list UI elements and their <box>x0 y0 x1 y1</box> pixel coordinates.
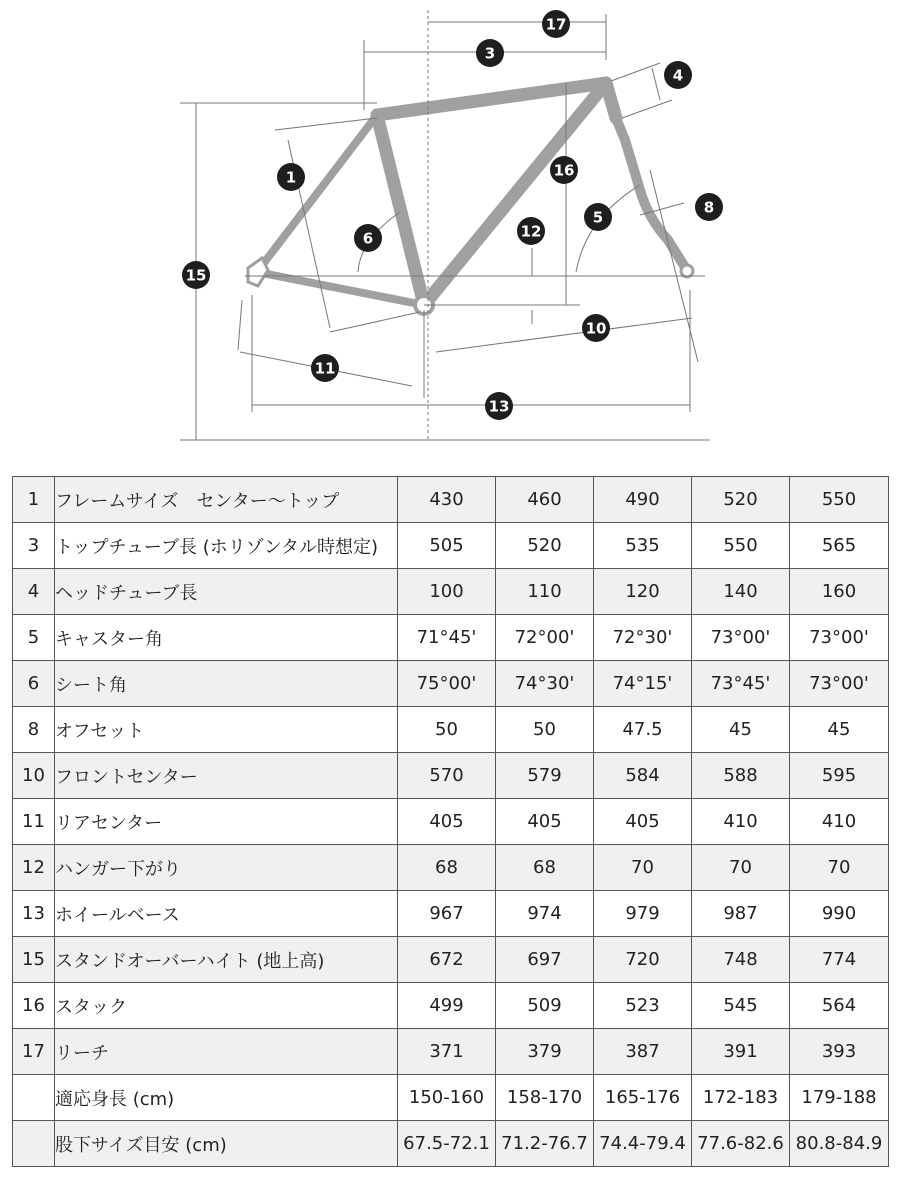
size-value-cell: 73°00' <box>790 615 889 661</box>
size-value-cell: 80.8-84.9 <box>790 1121 889 1167</box>
size-value-cell: 393 <box>790 1029 889 1075</box>
size-value-cell: 68 <box>496 845 594 891</box>
size-value-cell: 45 <box>692 707 790 753</box>
size-value-cell: 77.6-82.6 <box>692 1121 790 1167</box>
row-label: リーチ <box>55 1029 398 1075</box>
size-value-cell: 158-170 <box>496 1075 594 1121</box>
size-value-cell: 73°00' <box>790 661 889 707</box>
size-value-cell: 74.4-79.4 <box>594 1121 692 1167</box>
svg-text:1: 1 <box>285 168 297 187</box>
size-value-cell: 430 <box>398 477 496 523</box>
size-value-cell: 50 <box>398 707 496 753</box>
svg-text:12: 12 <box>520 222 542 241</box>
table-row <box>13 569 889 615</box>
size-value-cell: 565 <box>790 523 889 569</box>
size-value-cell: 490 <box>594 477 692 523</box>
size-value-cell: 405 <box>398 799 496 845</box>
rear-dropout <box>248 258 268 286</box>
size-value-cell: 588 <box>692 753 790 799</box>
svg-text:13: 13 <box>488 397 510 416</box>
row-label: 適応身長 (cm) <box>55 1075 398 1121</box>
row-number: 11 <box>13 799 55 845</box>
row-number <box>13 1075 55 1121</box>
size-value-cell: 410 <box>790 799 889 845</box>
svg-text:8: 8 <box>703 198 715 217</box>
row-number: 5 <box>13 615 55 661</box>
size-value-cell: 720 <box>594 937 692 983</box>
size-value-cell: 72°30' <box>594 615 692 661</box>
size-value-cell: 550 <box>692 523 790 569</box>
svg-text:15: 15 <box>185 266 207 285</box>
svg-text:16: 16 <box>553 161 575 180</box>
table-row <box>13 1029 889 1075</box>
size-value-cell: 73°45' <box>692 661 790 707</box>
row-number: 8 <box>13 707 55 753</box>
size-value-cell: 595 <box>790 753 889 799</box>
size-value-cell: 45 <box>790 707 889 753</box>
size-value-cell: 509 <box>496 983 594 1029</box>
size-value-cell: 379 <box>496 1029 594 1075</box>
row-number <box>13 1121 55 1167</box>
size-value-cell: 564 <box>790 983 889 1029</box>
row-number: 12 <box>13 845 55 891</box>
size-value-cell: 974 <box>496 891 594 937</box>
table-row <box>13 1075 889 1121</box>
bicycle-frame <box>260 83 688 305</box>
callout-badge-16 <box>550 156 578 184</box>
callout-badge-6 <box>354 224 382 252</box>
callout-badge-17 <box>542 10 570 38</box>
svg-text:17: 17 <box>545 15 567 34</box>
svg-text:10: 10 <box>585 319 607 338</box>
size-value-cell: 410 <box>692 799 790 845</box>
callout-badge-4 <box>664 61 692 89</box>
svg-text:3: 3 <box>484 44 496 63</box>
frame-geometry-diagram <box>0 0 900 460</box>
row-number: 13 <box>13 891 55 937</box>
row-label: キャスター角 <box>55 615 398 661</box>
row-number: 6 <box>13 661 55 707</box>
callout-badge-11 <box>311 354 339 382</box>
size-value-cell: 579 <box>496 753 594 799</box>
row-number: 3 <box>13 523 55 569</box>
size-value-cell: 748 <box>692 937 790 983</box>
row-label: 股下サイズ目安 (cm) <box>55 1121 398 1167</box>
row-label: リアセンター <box>55 799 398 845</box>
size-value-cell: 73°00' <box>692 615 790 661</box>
callout-badge-13 <box>485 392 513 420</box>
size-value-cell: 672 <box>398 937 496 983</box>
size-value-cell: 697 <box>496 937 594 983</box>
size-value-cell: 499 <box>398 983 496 1029</box>
dimension-lines <box>180 10 710 440</box>
row-number: 10 <box>13 753 55 799</box>
table-row <box>13 523 889 569</box>
geometry-table-body <box>13 477 889 1167</box>
front-dropout <box>681 265 693 277</box>
size-value-cell: 520 <box>692 477 790 523</box>
size-value-cell: 987 <box>692 891 790 937</box>
size-value-cell: 140 <box>692 569 790 615</box>
size-value-cell: 460 <box>496 477 594 523</box>
size-value-cell: 70 <box>692 845 790 891</box>
row-label: トップチューブ長 (ホリゾンタル時想定) <box>55 523 398 569</box>
callout-badge-10 <box>582 314 610 342</box>
table-row <box>13 983 889 1029</box>
svg-text:5: 5 <box>592 208 604 227</box>
callout-badge-1 <box>277 163 305 191</box>
row-label: ハンガー下がり <box>55 845 398 891</box>
table-row <box>13 753 889 799</box>
size-value-cell: 70 <box>594 845 692 891</box>
size-value-cell: 120 <box>594 569 692 615</box>
table-row <box>13 937 889 983</box>
callout-badge-5 <box>584 203 612 231</box>
row-number: 15 <box>13 937 55 983</box>
row-number: 4 <box>13 569 55 615</box>
size-value-cell: 74°30' <box>496 661 594 707</box>
row-number: 17 <box>13 1029 55 1075</box>
size-value-cell: 391 <box>692 1029 790 1075</box>
table-row <box>13 891 889 937</box>
row-label: スタンドオーバーハイト (地上高) <box>55 937 398 983</box>
size-value-cell: 774 <box>790 937 889 983</box>
callout-badge-12 <box>517 217 545 245</box>
table-row <box>13 799 889 845</box>
table-row <box>13 707 889 753</box>
table-row <box>13 661 889 707</box>
size-value-cell: 520 <box>496 523 594 569</box>
size-value-cell: 523 <box>594 983 692 1029</box>
size-value-cell: 160 <box>790 569 889 615</box>
row-number: 16 <box>13 983 55 1029</box>
row-label: オフセット <box>55 707 398 753</box>
size-value-cell: 71°45' <box>398 615 496 661</box>
table-row <box>13 845 889 891</box>
size-value-cell: 570 <box>398 753 496 799</box>
size-value-cell: 371 <box>398 1029 496 1075</box>
callout-badge-8 <box>695 193 723 221</box>
row-label: フロントセンター <box>55 753 398 799</box>
svg-text:6: 6 <box>362 229 374 248</box>
size-value-cell: 179-188 <box>790 1075 889 1121</box>
row-number: 1 <box>13 477 55 523</box>
row-label: ヘッドチューブ長 <box>55 569 398 615</box>
size-value-cell: 967 <box>398 891 496 937</box>
size-value-cell: 72°00' <box>496 615 594 661</box>
table-row <box>13 1121 889 1167</box>
size-value-cell: 50 <box>496 707 594 753</box>
row-label: スタック <box>55 983 398 1029</box>
size-value-cell: 405 <box>594 799 692 845</box>
row-label: シート角 <box>55 661 398 707</box>
size-value-cell: 990 <box>790 891 889 937</box>
callout-badge-15 <box>182 261 210 289</box>
size-value-cell: 172-183 <box>692 1075 790 1121</box>
geometry-table <box>12 476 889 1167</box>
table-row <box>13 615 889 661</box>
size-value-cell: 165-176 <box>594 1075 692 1121</box>
size-value-cell: 70 <box>790 845 889 891</box>
size-value-cell: 550 <box>790 477 889 523</box>
row-label: ホイールベース <box>55 891 398 937</box>
size-value-cell: 405 <box>496 799 594 845</box>
size-value-cell: 387 <box>594 1029 692 1075</box>
size-value-cell: 505 <box>398 523 496 569</box>
size-value-cell: 47.5 <box>594 707 692 753</box>
size-value-cell: 535 <box>594 523 692 569</box>
size-value-cell: 100 <box>398 569 496 615</box>
size-value-cell: 150-160 <box>398 1075 496 1121</box>
size-value-cell: 74°15' <box>594 661 692 707</box>
callout-badge-3 <box>476 39 504 67</box>
row-label: フレームサイズ センター〜トップ <box>55 477 398 523</box>
size-value-cell: 67.5-72.1 <box>398 1121 496 1167</box>
size-value-cell: 110 <box>496 569 594 615</box>
svg-text:11: 11 <box>314 359 336 378</box>
size-value-cell: 584 <box>594 753 692 799</box>
table-row <box>13 477 889 523</box>
size-value-cell: 71.2-76.7 <box>496 1121 594 1167</box>
size-value-cell: 68 <box>398 845 496 891</box>
size-value-cell: 979 <box>594 891 692 937</box>
svg-text:4: 4 <box>672 66 684 85</box>
size-value-cell: 75°00' <box>398 661 496 707</box>
size-value-cell: 545 <box>692 983 790 1029</box>
